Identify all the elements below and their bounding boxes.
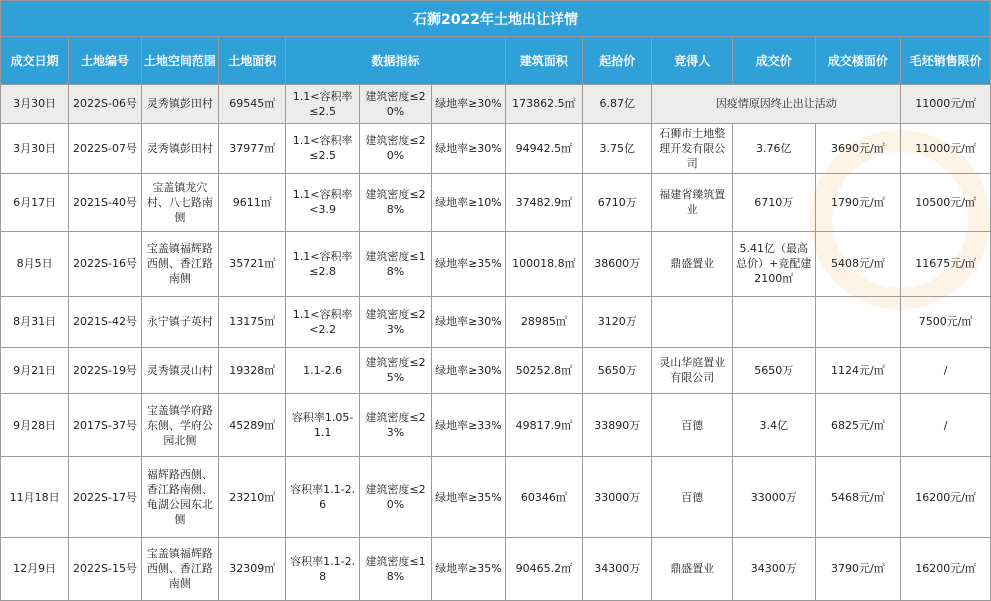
table-row	[1, 347, 991, 394]
cell-start-price: 38600万	[583, 231, 652, 296]
table-title: 石狮2022年土地出让详情	[0, 0, 991, 37]
table-row	[1, 173, 991, 231]
cell-green: 绿地率≥35%	[432, 537, 505, 600]
cell-floor-price	[815, 296, 901, 347]
cell-winner: 灵山华庭置业有限公司	[652, 347, 733, 394]
cell-build-area: 28985㎡	[505, 296, 582, 347]
cell-date: 9月28日	[1, 394, 69, 457]
cell-far: 容积率1.05-1.1	[286, 394, 359, 457]
cell-location: 灵秀镇彭田村	[141, 123, 218, 173]
col-header-start-price: 起拾价	[583, 37, 652, 85]
cell-winner: 鼎盛置业	[652, 231, 733, 296]
cell-start-price: 3120万	[583, 296, 652, 347]
cell-far: 1.1<容积率<3.9	[286, 173, 359, 231]
cell-code: 2022S-19号	[69, 347, 141, 394]
col-header-build-area: 建筑面积	[505, 37, 582, 85]
cell-price-limit: 16200元/㎡	[901, 537, 991, 600]
cell-far: 容积率1.1-2.6	[286, 457, 359, 537]
cell-density: 建筑密度≤18%	[359, 231, 431, 296]
cell-far: 1.1<容积率≤2.5	[286, 123, 359, 173]
col-header-code: 土地编号	[69, 37, 141, 85]
cell-code: 2021S-42号	[69, 296, 141, 347]
cell-code: 2021S-40号	[69, 173, 141, 231]
cell-price-limit: 11000元/㎡	[901, 123, 991, 173]
table-row	[1, 457, 991, 537]
cell-far: 1.1<容积率≤2.5	[286, 85, 359, 124]
cell-density: 建筑密度≤20%	[359, 85, 431, 124]
cell-winner: 福建省臻筑置业	[652, 173, 733, 231]
cell-price-limit: /	[901, 394, 991, 457]
cell-code: 2022S-15号	[69, 537, 141, 600]
cell-green: 绿地率≥33%	[432, 394, 505, 457]
cell-area: 19328㎡	[219, 347, 286, 394]
cell-build-area: 50252.8㎡	[505, 347, 582, 394]
cell-build-area: 90465.2㎡	[505, 537, 582, 600]
table-row	[1, 537, 991, 600]
cell-start-price: 3.75亿	[583, 123, 652, 173]
cell-start-price: 6.87亿	[583, 85, 652, 124]
cell-density: 建筑密度≤25%	[359, 347, 431, 394]
cell-floor-price: 5468元/㎡	[815, 457, 901, 537]
cell-floor-price: 5408元/㎡	[815, 231, 901, 296]
cell-floor-price: 3790元/㎡	[815, 537, 901, 600]
cell-area: 23210㎡	[219, 457, 286, 537]
col-header-deal-price: 成交价	[732, 37, 815, 85]
cell-green: 绿地率≥35%	[432, 231, 505, 296]
cell-build-area: 94942.5㎡	[505, 123, 582, 173]
col-header-floor-price: 成交楼面价	[815, 37, 901, 85]
cell-area: 69545㎡	[219, 85, 286, 124]
cell-green: 绿地率≥10%	[432, 173, 505, 231]
cell-price-limit: 10500元/㎡	[901, 173, 991, 231]
table-row	[1, 123, 991, 173]
cell-date: 11月18日	[1, 457, 69, 537]
cell-green: 绿地率≥30%	[432, 296, 505, 347]
cell-start-price: 34300万	[583, 537, 652, 600]
cell-terminated-note: 因疫情原因终止出让活动	[652, 85, 901, 124]
cell-code: 2022S-06号	[69, 85, 141, 124]
cell-start-price: 33000万	[583, 457, 652, 537]
col-header-price-limit: 毛坯销售限价	[901, 37, 991, 85]
col-header-location: 土地空间范围	[141, 37, 218, 85]
cell-winner: 鼎盛置业	[652, 537, 733, 600]
cell-density: 建筑密度≤28%	[359, 173, 431, 231]
col-header-winner: 竞得人	[652, 37, 733, 85]
table-row	[1, 296, 991, 347]
cell-far: 1.1<容积率≤2.8	[286, 231, 359, 296]
cell-code: 2022S-07号	[69, 123, 141, 173]
cell-area: 37977㎡	[219, 123, 286, 173]
col-header-area: 土地面积	[219, 37, 286, 85]
cell-floor-price: 6825元/㎡	[815, 394, 901, 457]
cell-density: 建筑密度≤18%	[359, 537, 431, 600]
cell-location: 宝盖镇福辉路西侧、香江路南侧	[141, 537, 218, 600]
cell-far: 1.1-2.6	[286, 347, 359, 394]
cell-code: 2017S-37号	[69, 394, 141, 457]
cell-density: 建筑密度≤20%	[359, 123, 431, 173]
cell-area: 45289㎡	[219, 394, 286, 457]
cell-price-limit: 16200元/㎡	[901, 457, 991, 537]
cell-area: 9611㎡	[219, 173, 286, 231]
cell-location: 宝盖镇学府路东侧、学府公园北侧	[141, 394, 218, 457]
table-row	[1, 394, 991, 457]
cell-winner: 石狮市土地整理开发有限公司	[652, 123, 733, 173]
cell-far: 1.1<容积率<2.2	[286, 296, 359, 347]
cell-deal-price: 34300万	[732, 537, 815, 600]
cell-build-area: 37482.9㎡	[505, 173, 582, 231]
cell-green: 绿地率≥30%	[432, 85, 505, 124]
cell-start-price: 5650万	[583, 347, 652, 394]
cell-build-area: 100018.8㎡	[505, 231, 582, 296]
cell-date: 6月17日	[1, 173, 69, 231]
cell-floor-price: 3690元/㎡	[815, 123, 901, 173]
cell-start-price: 6710万	[583, 173, 652, 231]
cell-deal-price: 6710万	[732, 173, 815, 231]
col-header-indicators: 数据指标	[286, 37, 505, 85]
cell-green: 绿地率≥30%	[432, 347, 505, 394]
cell-date: 9月21日	[1, 347, 69, 394]
cell-green: 绿地率≥35%	[432, 457, 505, 537]
cell-deal-price: 3.76亿	[732, 123, 815, 173]
cell-density: 建筑密度≤23%	[359, 296, 431, 347]
cell-start-price: 33890万	[583, 394, 652, 457]
cell-density: 建筑密度≤23%	[359, 394, 431, 457]
cell-deal-price	[732, 296, 815, 347]
cell-code: 2022S-16号	[69, 231, 141, 296]
cell-density: 建筑密度≤20%	[359, 457, 431, 537]
cell-winner: 百德	[652, 394, 733, 457]
cell-deal-price: 33000万	[732, 457, 815, 537]
cell-location: 灵秀镇灵山村	[141, 347, 218, 394]
cell-floor-price: 1124元/㎡	[815, 347, 901, 394]
header-row	[1, 37, 991, 85]
land-transfer-table	[0, 36, 991, 601]
cell-area: 35721㎡	[219, 231, 286, 296]
cell-far: 容积率1.1-2.8	[286, 537, 359, 600]
cell-date: 3月30日	[1, 123, 69, 173]
cell-date: 12月9日	[1, 537, 69, 600]
cell-winner	[652, 296, 733, 347]
cell-deal-price: 5650万	[732, 347, 815, 394]
cell-date: 3月30日	[1, 85, 69, 124]
cell-location: 永宁镇子英村	[141, 296, 218, 347]
cell-build-area: 60346㎡	[505, 457, 582, 537]
cell-date: 8月5日	[1, 231, 69, 296]
cell-price-limit: 7500元/㎡	[901, 296, 991, 347]
cell-green: 绿地率≥30%	[432, 123, 505, 173]
cell-code: 2022S-17号	[69, 457, 141, 537]
cell-winner: 百德	[652, 457, 733, 537]
cell-location: 福辉路西侧、香江路南侧、龟湖公园东北侧	[141, 457, 218, 537]
cell-deal-price: 3.4亿	[732, 394, 815, 457]
cell-date: 8月31日	[1, 296, 69, 347]
col-header-date: 成交日期	[1, 37, 69, 85]
cell-location: 宝盖镇福辉路西侧、香江路南侧	[141, 231, 218, 296]
cell-area: 13175㎡	[219, 296, 286, 347]
cell-price-limit: /	[901, 347, 991, 394]
cell-build-area: 49817.9㎡	[505, 394, 582, 457]
cell-location: 灵秀镇彭田村	[141, 85, 218, 124]
cell-deal-price: 5.41亿（最高总价）+竞配建2100㎡	[732, 231, 815, 296]
cell-floor-price: 1790元/㎡	[815, 173, 901, 231]
table-row	[1, 85, 991, 124]
cell-build-area: 173862.5㎡	[505, 85, 582, 124]
cell-price-limit: 11000元/㎡	[901, 85, 991, 124]
cell-price-limit: 11675元/㎡	[901, 231, 991, 296]
table-row	[1, 231, 991, 296]
cell-area: 32309㎡	[219, 537, 286, 600]
cell-location: 宝盖镇龙穴村、八七路南侧	[141, 173, 218, 231]
